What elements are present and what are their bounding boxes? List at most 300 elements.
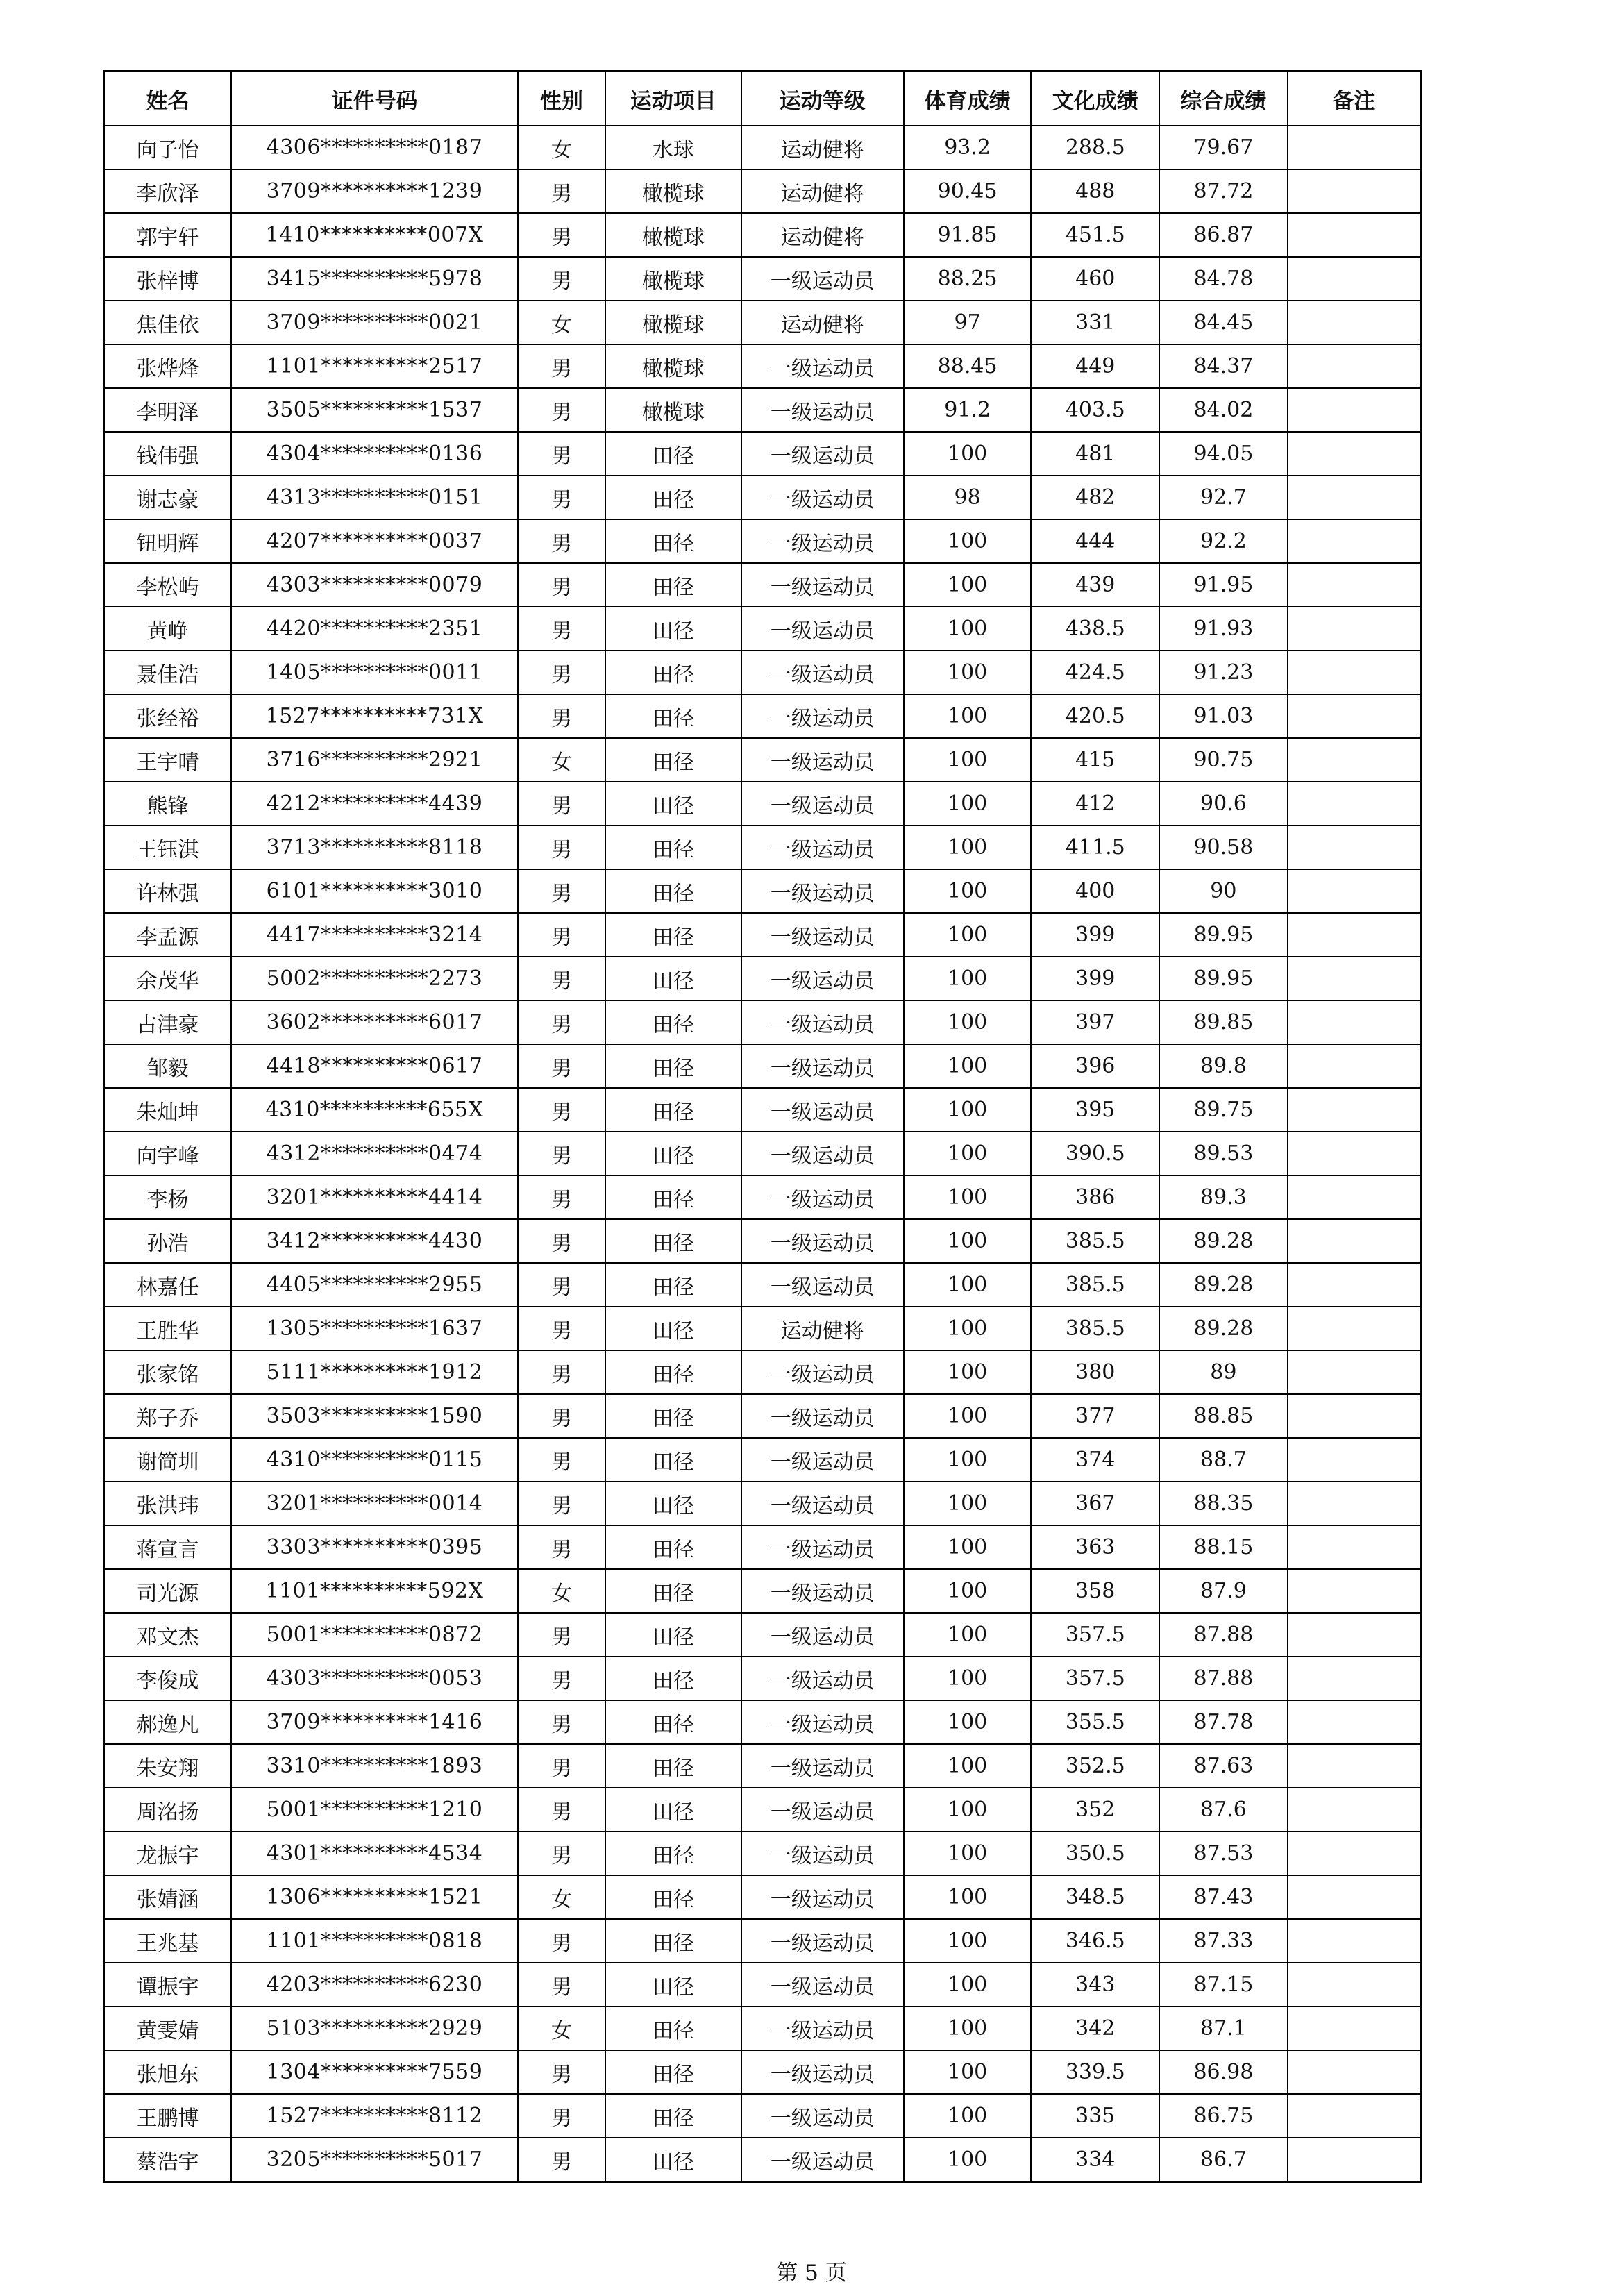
cell-level: 一级运动员 <box>741 1963 904 2006</box>
table-row <box>104 1832 1421 1875</box>
cell-gender: 男 <box>518 1613 605 1657</box>
table-row <box>104 1919 1421 1963</box>
cell-name: 邓文杰 <box>104 1613 232 1657</box>
cell-level: 运动健将 <box>741 213 904 257</box>
cell-culture-score: 335 <box>1031 2094 1159 2138</box>
cell-culture-score: 403.5 <box>1031 388 1159 432</box>
cell-remarks <box>1288 2138 1421 2182</box>
cell-sport: 田径 <box>605 1788 741 1832</box>
cell-total-score: 91.95 <box>1159 563 1288 607</box>
cell-level: 一级运动员 <box>741 957 904 1000</box>
cell-sport: 田径 <box>605 782 741 826</box>
header-remarks: 备注 <box>1288 72 1421 126</box>
cell-name: 朱安翔 <box>104 1744 232 1788</box>
cell-id-number: 4417**********3214 <box>231 913 518 957</box>
cell-culture-score: 343 <box>1031 1963 1159 2006</box>
table-row <box>104 1875 1421 1919</box>
cell-remarks <box>1288 1613 1421 1657</box>
cell-level: 一级运动员 <box>741 1657 904 1700</box>
cell-id-number: 4310**********655X <box>231 1088 518 1132</box>
cell-gender: 男 <box>518 213 605 257</box>
cell-level: 一级运动员 <box>741 1000 904 1044</box>
cell-remarks <box>1288 257 1421 301</box>
cell-sport-score: 100 <box>904 694 1032 738</box>
cell-id-number: 5001**********1210 <box>231 1788 518 1832</box>
table-row <box>104 169 1421 213</box>
cell-id-number: 4310**********0115 <box>231 1438 518 1482</box>
cell-sport: 橄榄球 <box>605 169 741 213</box>
cell-level: 运动健将 <box>741 169 904 213</box>
cell-id-number: 3205**********5017 <box>231 2138 518 2182</box>
cell-total-score: 86.98 <box>1159 2050 1288 2094</box>
cell-name: 李孟源 <box>104 913 232 957</box>
cell-sport-score: 100 <box>904 869 1032 913</box>
cell-sport: 田径 <box>605 1657 741 1700</box>
cell-sport: 田径 <box>605 1919 741 1963</box>
cell-gender: 男 <box>518 2138 605 2182</box>
cell-culture-score: 367 <box>1031 1482 1159 1525</box>
cell-gender: 男 <box>518 1307 605 1350</box>
table-row <box>104 1307 1421 1350</box>
cell-total-score: 91.03 <box>1159 694 1288 738</box>
cell-name: 王钰淇 <box>104 826 232 869</box>
cell-name: 谢简圳 <box>104 1438 232 1482</box>
cell-sport: 田径 <box>605 869 741 913</box>
cell-gender: 男 <box>518 607 605 651</box>
cell-level: 一级运动员 <box>741 1482 904 1525</box>
cell-total-score: 88.85 <box>1159 1394 1288 1438</box>
table-row <box>104 913 1421 957</box>
cell-total-score: 86.75 <box>1159 2094 1288 2138</box>
table-row <box>104 869 1421 913</box>
table-row <box>104 519 1421 563</box>
cell-level: 一级运动员 <box>741 2138 904 2182</box>
cell-sport-score: 100 <box>904 1525 1032 1569</box>
cell-sport: 田径 <box>605 1438 741 1482</box>
cell-gender: 男 <box>518 257 605 301</box>
cell-gender: 男 <box>518 1700 605 1744</box>
cell-name: 向子怡 <box>104 126 232 169</box>
header-sport: 运动项目 <box>605 72 741 126</box>
cell-level: 一级运动员 <box>741 1744 904 1788</box>
cell-culture-score: 348.5 <box>1031 1875 1159 1919</box>
cell-gender: 男 <box>518 1744 605 1788</box>
cell-remarks <box>1288 169 1421 213</box>
cell-gender: 男 <box>518 1438 605 1482</box>
cell-id-number: 4313**********0151 <box>231 476 518 519</box>
cell-total-score: 86.87 <box>1159 213 1288 257</box>
cell-culture-score: 438.5 <box>1031 607 1159 651</box>
table-row <box>104 1744 1421 1788</box>
cell-remarks <box>1288 1000 1421 1044</box>
cell-total-score: 87.78 <box>1159 1700 1288 1744</box>
cell-sport: 田径 <box>605 651 741 694</box>
cell-gender: 女 <box>518 1569 605 1613</box>
cell-sport-score: 88.45 <box>904 344 1032 388</box>
cell-culture-score: 488 <box>1031 169 1159 213</box>
cell-gender: 男 <box>518 563 605 607</box>
cell-remarks <box>1288 1263 1421 1307</box>
cell-sport: 田径 <box>605 476 741 519</box>
table-row <box>104 2050 1421 2094</box>
cell-sport: 田径 <box>605 1263 741 1307</box>
table-row <box>104 126 1421 169</box>
table-row <box>104 1044 1421 1088</box>
cell-id-number: 3602**********6017 <box>231 1000 518 1044</box>
cell-culture-score: 415 <box>1031 738 1159 782</box>
table-row <box>104 1088 1421 1132</box>
cell-name: 谢志豪 <box>104 476 232 519</box>
cell-id-number: 1305**********1637 <box>231 1307 518 1350</box>
cell-culture-score: 288.5 <box>1031 126 1159 169</box>
cell-name: 蔡浩宇 <box>104 2138 232 2182</box>
cell-remarks <box>1288 476 1421 519</box>
cell-level: 一级运动员 <box>741 1132 904 1175</box>
cell-gender: 男 <box>518 1350 605 1394</box>
cell-culture-score: 482 <box>1031 476 1159 519</box>
cell-sport-score: 100 <box>904 2006 1032 2050</box>
cell-id-number: 4303**********0079 <box>231 563 518 607</box>
cell-sport-score: 88.25 <box>904 257 1032 301</box>
cell-culture-score: 396 <box>1031 1044 1159 1088</box>
cell-id-number: 5111**********1912 <box>231 1350 518 1394</box>
cell-sport-score: 100 <box>904 782 1032 826</box>
cell-level: 一级运动员 <box>741 2050 904 2094</box>
cell-total-score: 90.6 <box>1159 782 1288 826</box>
cell-remarks <box>1288 869 1421 913</box>
cell-name: 余茂华 <box>104 957 232 1000</box>
cell-sport-score: 100 <box>904 913 1032 957</box>
cell-name: 张旭东 <box>104 2050 232 2094</box>
cell-total-score: 87.1 <box>1159 2006 1288 2050</box>
cell-name: 王兆基 <box>104 1919 232 1963</box>
cell-remarks <box>1288 1963 1421 2006</box>
cell-sport: 田径 <box>605 1832 741 1875</box>
cell-sport: 田径 <box>605 1569 741 1613</box>
cell-culture-score: 460 <box>1031 257 1159 301</box>
cell-sport: 田径 <box>605 1044 741 1088</box>
table-row <box>104 738 1421 782</box>
cell-id-number: 3709**********1239 <box>231 169 518 213</box>
cell-sport-score: 100 <box>904 1788 1032 1832</box>
cell-total-score: 87.72 <box>1159 169 1288 213</box>
cell-remarks <box>1288 2006 1421 2050</box>
cell-level: 一级运动员 <box>741 1788 904 1832</box>
cell-remarks <box>1288 1438 1421 1482</box>
cell-culture-score: 334 <box>1031 2138 1159 2182</box>
cell-total-score: 86.7 <box>1159 2138 1288 2182</box>
cell-name: 张经裕 <box>104 694 232 738</box>
cell-remarks <box>1288 1744 1421 1788</box>
cell-sport: 田径 <box>605 519 741 563</box>
cell-total-score: 89.8 <box>1159 1044 1288 1088</box>
cell-sport: 田径 <box>605 1700 741 1744</box>
cell-level: 一级运动员 <box>741 1700 904 1744</box>
table-row <box>104 1788 1421 1832</box>
cell-name: 张烨烽 <box>104 344 232 388</box>
table-row <box>104 694 1421 738</box>
cell-level: 一级运动员 <box>741 694 904 738</box>
table-row <box>104 2138 1421 2182</box>
cell-total-score: 87.6 <box>1159 1788 1288 1832</box>
cell-level: 一级运动员 <box>741 738 904 782</box>
cell-level: 一级运动员 <box>741 826 904 869</box>
cell-remarks <box>1288 432 1421 476</box>
table-row <box>104 1438 1421 1482</box>
cell-gender: 男 <box>518 476 605 519</box>
table-row <box>104 1000 1421 1044</box>
cell-total-score: 89.95 <box>1159 913 1288 957</box>
cell-id-number: 4420**********2351 <box>231 607 518 651</box>
header-culture-score: 文化成绩 <box>1031 72 1159 126</box>
cell-culture-score: 444 <box>1031 519 1159 563</box>
cell-gender: 女 <box>518 1875 605 1919</box>
cell-culture-score: 352 <box>1031 1788 1159 1832</box>
cell-name: 李明泽 <box>104 388 232 432</box>
table-row <box>104 651 1421 694</box>
cell-total-score: 87.33 <box>1159 1919 1288 1963</box>
cell-id-number: 4306**********0187 <box>231 126 518 169</box>
cell-name: 钱伟强 <box>104 432 232 476</box>
cell-sport-score: 100 <box>904 607 1032 651</box>
cell-id-number: 4212**********4439 <box>231 782 518 826</box>
cell-level: 一级运动员 <box>741 869 904 913</box>
cell-id-number: 5103**********2929 <box>231 2006 518 2050</box>
table-row <box>104 301 1421 344</box>
cell-id-number: 1306**********1521 <box>231 1875 518 1919</box>
cell-id-number: 3709**********0021 <box>231 301 518 344</box>
cell-name: 郝逸凡 <box>104 1700 232 1744</box>
cell-name: 熊锋 <box>104 782 232 826</box>
cell-gender: 男 <box>518 651 605 694</box>
cell-remarks <box>1288 1569 1421 1613</box>
table-row <box>104 1525 1421 1569</box>
cell-culture-score: 412 <box>1031 782 1159 826</box>
cell-gender: 男 <box>518 957 605 1000</box>
cell-level: 运动健将 <box>741 1307 904 1350</box>
cell-culture-score: 374 <box>1031 1438 1159 1482</box>
cell-gender: 男 <box>518 1657 605 1700</box>
cell-id-number: 3716**********2921 <box>231 738 518 782</box>
cell-total-score: 84.02 <box>1159 388 1288 432</box>
cell-total-score: 88.15 <box>1159 1525 1288 1569</box>
cell-remarks <box>1288 519 1421 563</box>
header-gender: 性别 <box>518 72 605 126</box>
cell-gender: 女 <box>518 2006 605 2050</box>
cell-total-score: 84.45 <box>1159 301 1288 344</box>
cell-sport: 橄榄球 <box>605 213 741 257</box>
table-row <box>104 1700 1421 1744</box>
cell-level: 运动健将 <box>741 301 904 344</box>
cell-name: 占津豪 <box>104 1000 232 1044</box>
cell-sport-score: 100 <box>904 1438 1032 1482</box>
table-row <box>104 257 1421 301</box>
page-number: 第 5 页 <box>776 2261 847 2286</box>
table-row <box>104 782 1421 826</box>
cell-sport-score: 98 <box>904 476 1032 519</box>
table-row <box>104 388 1421 432</box>
cell-culture-score: 355.5 <box>1031 1700 1159 1744</box>
cell-sport: 田径 <box>605 1613 741 1657</box>
cell-remarks <box>1288 607 1421 651</box>
cell-gender: 男 <box>518 1482 605 1525</box>
cell-level: 一级运动员 <box>741 1175 904 1219</box>
header-total-score: 综合成绩 <box>1159 72 1288 126</box>
cell-level: 一级运动员 <box>741 782 904 826</box>
cell-level: 一级运动员 <box>741 1219 904 1263</box>
cell-culture-score: 395 <box>1031 1088 1159 1132</box>
cell-remarks <box>1288 1219 1421 1263</box>
cell-level: 一级运动员 <box>741 1569 904 1613</box>
cell-total-score: 87.53 <box>1159 1832 1288 1875</box>
cell-sport-score: 100 <box>904 1219 1032 1263</box>
cell-remarks <box>1288 782 1421 826</box>
cell-total-score: 89.28 <box>1159 1219 1288 1263</box>
cell-culture-score: 390.5 <box>1031 1132 1159 1175</box>
cell-id-number: 3412**********4430 <box>231 1219 518 1263</box>
cell-culture-score: 352.5 <box>1031 1744 1159 1788</box>
cell-total-score: 89.28 <box>1159 1307 1288 1350</box>
cell-total-score: 91.93 <box>1159 607 1288 651</box>
cell-sport: 田径 <box>605 1394 741 1438</box>
cell-remarks <box>1288 1482 1421 1525</box>
cell-sport: 田径 <box>605 1000 741 1044</box>
cell-sport-score: 97 <box>904 301 1032 344</box>
cell-total-score: 84.37 <box>1159 344 1288 388</box>
table-row <box>104 607 1421 651</box>
cell-id-number: 1410**********007X <box>231 213 518 257</box>
cell-culture-score: 377 <box>1031 1394 1159 1438</box>
cell-gender: 男 <box>518 1525 605 1569</box>
cell-remarks <box>1288 1657 1421 1700</box>
cell-sport-score: 100 <box>904 738 1032 782</box>
cell-sport-score: 100 <box>904 826 1032 869</box>
cell-name: 王鹏博 <box>104 2094 232 2138</box>
cell-id-number: 1101**********0818 <box>231 1919 518 1963</box>
cell-name: 许林强 <box>104 869 232 913</box>
cell-gender: 男 <box>518 1919 605 1963</box>
cell-gender: 男 <box>518 1832 605 1875</box>
cell-gender: 男 <box>518 694 605 738</box>
cell-culture-score: 411.5 <box>1031 826 1159 869</box>
cell-gender: 男 <box>518 1394 605 1438</box>
cell-name: 司光源 <box>104 1569 232 1613</box>
cell-name: 李俊成 <box>104 1657 232 1700</box>
cell-gender: 男 <box>518 344 605 388</box>
cell-id-number: 4312**********0474 <box>231 1132 518 1175</box>
cell-sport-score: 100 <box>904 1832 1032 1875</box>
cell-total-score: 92.7 <box>1159 476 1288 519</box>
cell-sport: 田径 <box>605 607 741 651</box>
cell-name: 张洪玮 <box>104 1482 232 1525</box>
cell-culture-score: 350.5 <box>1031 1832 1159 1875</box>
cell-name: 张家铭 <box>104 1350 232 1394</box>
cell-id-number: 3503**********1590 <box>231 1394 518 1438</box>
cell-level: 一级运动员 <box>741 432 904 476</box>
cell-culture-score: 380 <box>1031 1350 1159 1394</box>
cell-total-score: 91.23 <box>1159 651 1288 694</box>
cell-level: 一级运动员 <box>741 1832 904 1875</box>
cell-id-number: 6101**********3010 <box>231 869 518 913</box>
cell-name: 李欣泽 <box>104 169 232 213</box>
cell-remarks <box>1288 1175 1421 1219</box>
cell-remarks <box>1288 694 1421 738</box>
header-level: 运动等级 <box>741 72 904 126</box>
cell-sport-score: 100 <box>904 651 1032 694</box>
cell-culture-score: 481 <box>1031 432 1159 476</box>
cell-name: 黄峥 <box>104 607 232 651</box>
cell-level: 一级运动员 <box>741 1919 904 1963</box>
cell-level: 一级运动员 <box>741 2094 904 2138</box>
cell-gender: 男 <box>518 1132 605 1175</box>
cell-sport-score: 100 <box>904 432 1032 476</box>
cell-total-score: 87.15 <box>1159 1963 1288 2006</box>
cell-culture-score: 358 <box>1031 1569 1159 1613</box>
cell-culture-score: 449 <box>1031 344 1159 388</box>
cell-sport: 田径 <box>605 694 741 738</box>
cell-gender: 男 <box>518 1263 605 1307</box>
cell-culture-score: 385.5 <box>1031 1219 1159 1263</box>
cell-total-score: 90 <box>1159 869 1288 913</box>
cell-level: 一级运动员 <box>741 1350 904 1394</box>
cell-sport-score: 100 <box>904 1350 1032 1394</box>
cell-gender: 男 <box>518 1088 605 1132</box>
cell-total-score: 89 <box>1159 1350 1288 1394</box>
header-name: 姓名 <box>104 72 232 126</box>
cell-sport-score: 100 <box>904 1088 1032 1132</box>
cell-remarks <box>1288 651 1421 694</box>
table-row <box>104 826 1421 869</box>
cell-sport: 水球 <box>605 126 741 169</box>
table-row <box>104 476 1421 519</box>
cell-gender: 男 <box>518 1175 605 1219</box>
table-row <box>104 1613 1421 1657</box>
cell-remarks <box>1288 1919 1421 1963</box>
cell-sport-score: 100 <box>904 1482 1032 1525</box>
cell-culture-score: 397 <box>1031 1000 1159 1044</box>
cell-remarks <box>1288 1088 1421 1132</box>
cell-gender: 男 <box>518 519 605 563</box>
cell-sport-score: 100 <box>904 519 1032 563</box>
cell-sport: 橄榄球 <box>605 257 741 301</box>
cell-gender: 男 <box>518 2050 605 2094</box>
cell-name: 郑子乔 <box>104 1394 232 1438</box>
cell-name: 郭宇轩 <box>104 213 232 257</box>
cell-sport: 田径 <box>605 1525 741 1569</box>
cell-sport-score: 90.45 <box>904 169 1032 213</box>
cell-gender: 男 <box>518 1219 605 1263</box>
cell-name: 张梓博 <box>104 257 232 301</box>
cell-total-score: 87.9 <box>1159 1569 1288 1613</box>
table-row <box>104 1569 1421 1613</box>
cell-remarks <box>1288 344 1421 388</box>
cell-sport-score: 100 <box>904 1307 1032 1350</box>
table-row <box>104 344 1421 388</box>
cell-culture-score: 451.5 <box>1031 213 1159 257</box>
cell-id-number: 3201**********0014 <box>231 1482 518 1525</box>
cell-sport: 田径 <box>605 1744 741 1788</box>
cell-id-number: 1101**********2517 <box>231 344 518 388</box>
cell-level: 一级运动员 <box>741 1044 904 1088</box>
cell-id-number: 4405**********2955 <box>231 1263 518 1307</box>
cell-level: 一级运动员 <box>741 1394 904 1438</box>
cell-sport: 田径 <box>605 913 741 957</box>
cell-remarks <box>1288 1307 1421 1350</box>
cell-id-number: 5001**********0872 <box>231 1613 518 1657</box>
cell-name: 王胜华 <box>104 1307 232 1350</box>
cell-sport-score: 100 <box>904 1569 1032 1613</box>
cell-total-score: 88.7 <box>1159 1438 1288 1482</box>
